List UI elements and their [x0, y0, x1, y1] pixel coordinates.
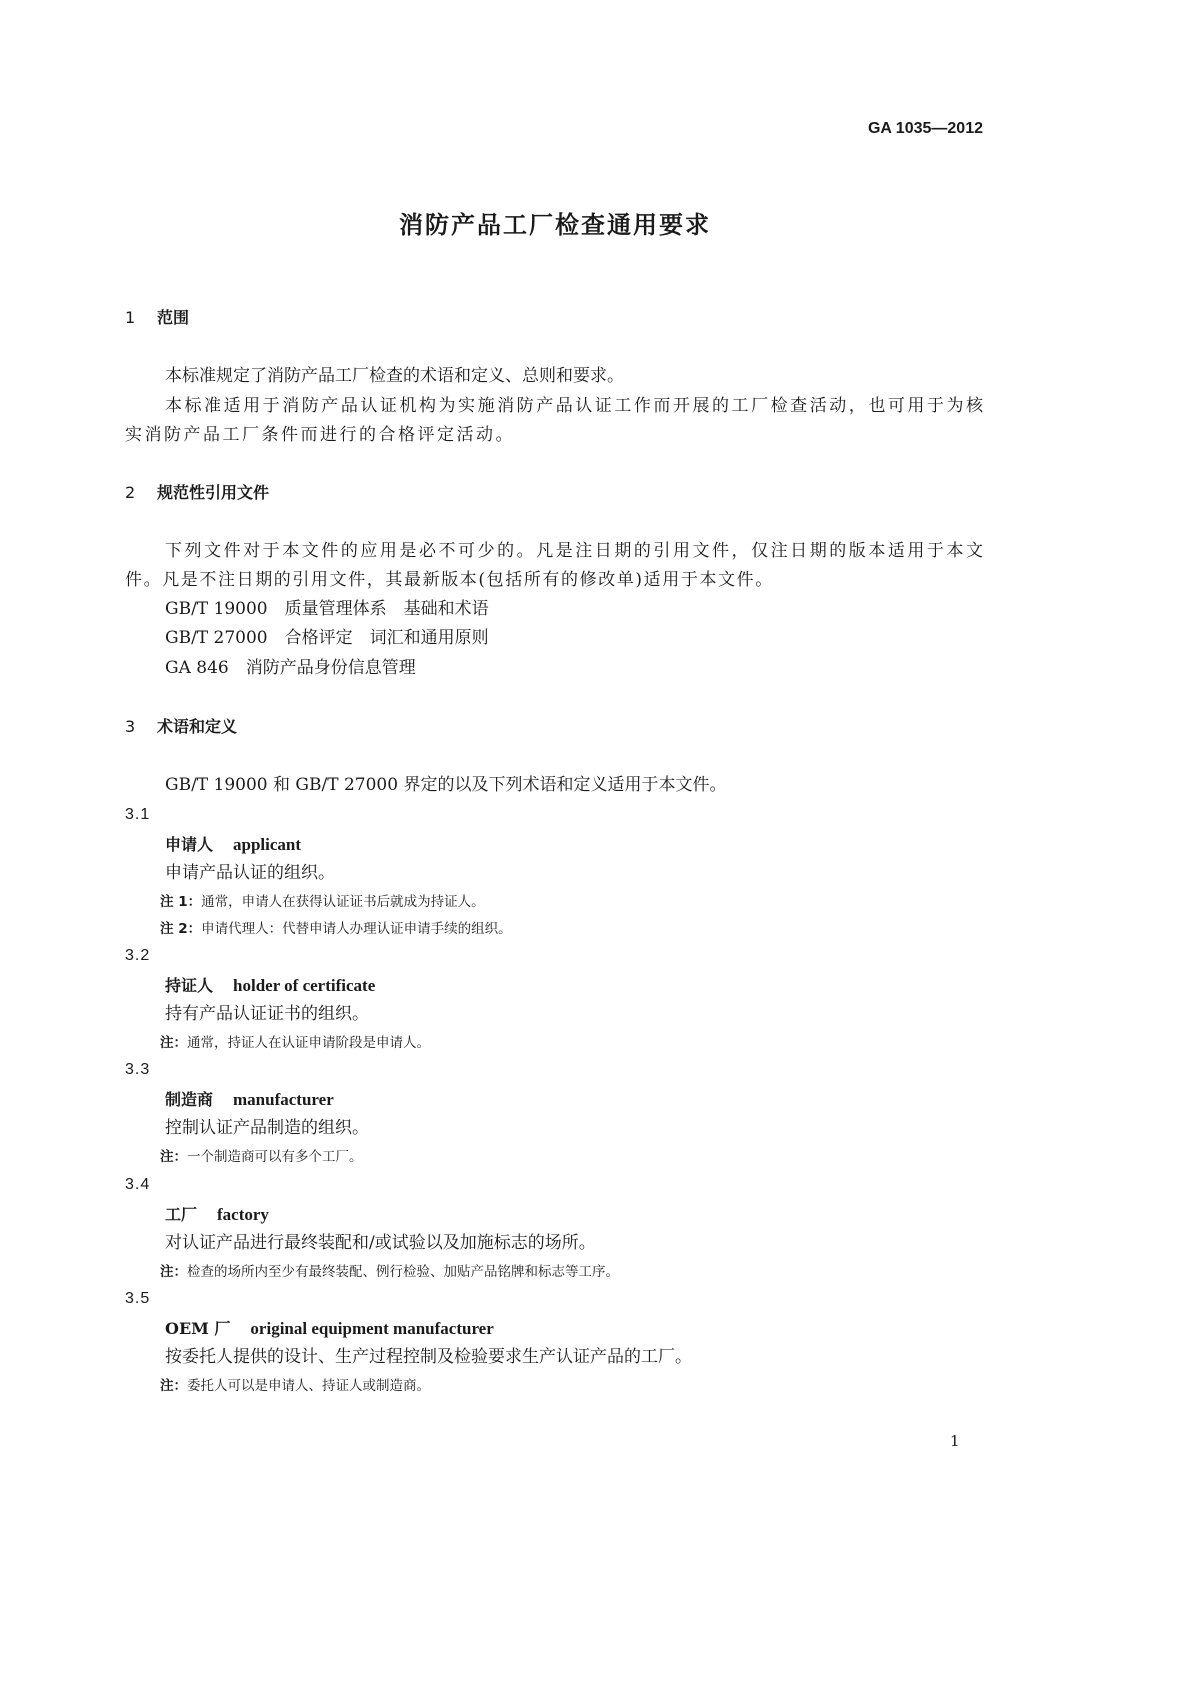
- note-text: 通常，持证人在认证申请阶段是申请人。: [187, 1035, 430, 1051]
- note-text: 委托人可以是申请人、持证人或制造商。: [187, 1378, 430, 1394]
- paragraph-line: 实消防产品工厂条件而进行的合格评定活动。: [125, 425, 515, 445]
- term-line: [165, 862, 335, 884]
- term-en: factory: [217, 1205, 269, 1224]
- term-line: [160, 918, 512, 940]
- term-line: [160, 1375, 430, 1397]
- term-line: [125, 804, 150, 826]
- term-en: holder of certificate: [233, 976, 376, 995]
- term-definition: 按委托人提供的设计、生产过程控制及检验要求生产认证产品的工厂。: [165, 1347, 692, 1367]
- term-line: [165, 1232, 596, 1254]
- reference-item: GB/T 27000 合格评定 词汇和通用原则: [165, 628, 489, 648]
- note-text: 通常，申请人在获得认证证书后就成为持证人。: [201, 894, 485, 910]
- term-definition: 控制认证产品制造的组织。: [165, 1118, 369, 1138]
- term-line: [165, 1204, 269, 1226]
- term-zh: 申请人: [165, 835, 214, 854]
- term-en: manufacturer: [233, 1090, 334, 1109]
- section-number: 2: [125, 483, 136, 502]
- term-line: [160, 1032, 430, 1054]
- paragraph: 本标准规定了消防产品工厂检查的术语和定义、总则和要求。: [165, 366, 624, 386]
- term-line: [165, 1346, 692, 1368]
- document-code: GA 1035—2012: [867, 120, 983, 137]
- reference-item: GA 846 消防产品身份信息管理: [165, 658, 416, 678]
- term-line: [165, 834, 301, 856]
- term-line: [165, 1003, 369, 1025]
- term-number: 3.4: [125, 1176, 151, 1193]
- term-definition: 对认证产品进行最终装配和/或试验以及加施标志的场所。: [165, 1233, 596, 1253]
- note-label: 注 2：: [160, 921, 202, 937]
- term-line: [165, 1318, 494, 1340]
- note-label: 注：: [160, 1264, 187, 1280]
- section-heading-scope: [125, 307, 189, 329]
- reference-item: GB/T 19000 质量管理体系 基础和术语: [165, 599, 489, 619]
- term-line: [125, 1059, 150, 1081]
- note-text: 申请代理人：代替申请人办理认证申请手续的组织。: [201, 921, 512, 937]
- term-line: [125, 945, 150, 967]
- section-title: 规范性引用文件: [157, 483, 270, 502]
- section-number: 1: [125, 308, 136, 327]
- note-label: 注：: [160, 1378, 187, 1394]
- section-heading-references: [125, 482, 269, 504]
- term-en: original equipment manufacturer: [250, 1319, 494, 1338]
- term-line: [160, 1261, 619, 1283]
- term-line: [165, 1089, 334, 1111]
- paragraph-line: 下列文件对于本文件的应用是必不可少的。凡是注日期的引用文件，仅注日期的版本适用于本文: [165, 541, 983, 561]
- term-en: applicant: [233, 835, 302, 854]
- term-definition: 持有产品认证证书的组织。: [165, 1004, 369, 1024]
- term-number: 3.1: [125, 806, 151, 823]
- section-title: 范围: [157, 308, 190, 327]
- note-label: 注 1：: [160, 894, 202, 910]
- page-title: 消防产品工厂检查通用要求: [399, 211, 711, 239]
- section-number: 3: [125, 717, 136, 736]
- note-label: 注：: [160, 1035, 187, 1051]
- section-heading-terms: [125, 716, 237, 738]
- term-line: [125, 1174, 150, 1196]
- term-line: [160, 891, 485, 913]
- term-zh: 制造商: [165, 1090, 214, 1109]
- term-number: 3.2: [125, 947, 151, 964]
- term-definition: 申请产品认证的组织。: [165, 863, 335, 883]
- paragraph-line: 本标准适用于消防产品认证机构为实施消防产品认证工作而开展的工厂检查活动，也可用于为核: [165, 396, 983, 416]
- term-zh: 工厂: [165, 1205, 198, 1224]
- term-zh: 持证人: [165, 976, 214, 995]
- term-number: 3.5: [125, 1290, 151, 1307]
- note-text: 一个制造商可以有多个工厂。: [187, 1149, 363, 1165]
- term-number: 3.3: [125, 1061, 151, 1078]
- section-title: 术语和定义: [157, 717, 238, 736]
- terms-intro: GB/T 19000 和 GB/T 27000 界定的以及下列术语和定义适用于本文件。: [165, 775, 727, 795]
- term-zh: OEM 厂: [165, 1319, 231, 1338]
- paragraph-line: 件。凡是不注日期的引用文件，其最新版本(包括所有的修改单)适用于本文件。: [125, 570, 774, 590]
- term-line: [165, 1117, 369, 1139]
- term-line: [160, 1146, 363, 1168]
- note-label: 注：: [160, 1149, 187, 1165]
- term-line: [125, 1288, 150, 1310]
- note-text: 检查的场所内至少有最终装配、例行检验、加贴产品铭牌和标志等工序。: [187, 1264, 619, 1280]
- term-line: [165, 975, 375, 997]
- page-number: 1: [950, 1432, 960, 1450]
